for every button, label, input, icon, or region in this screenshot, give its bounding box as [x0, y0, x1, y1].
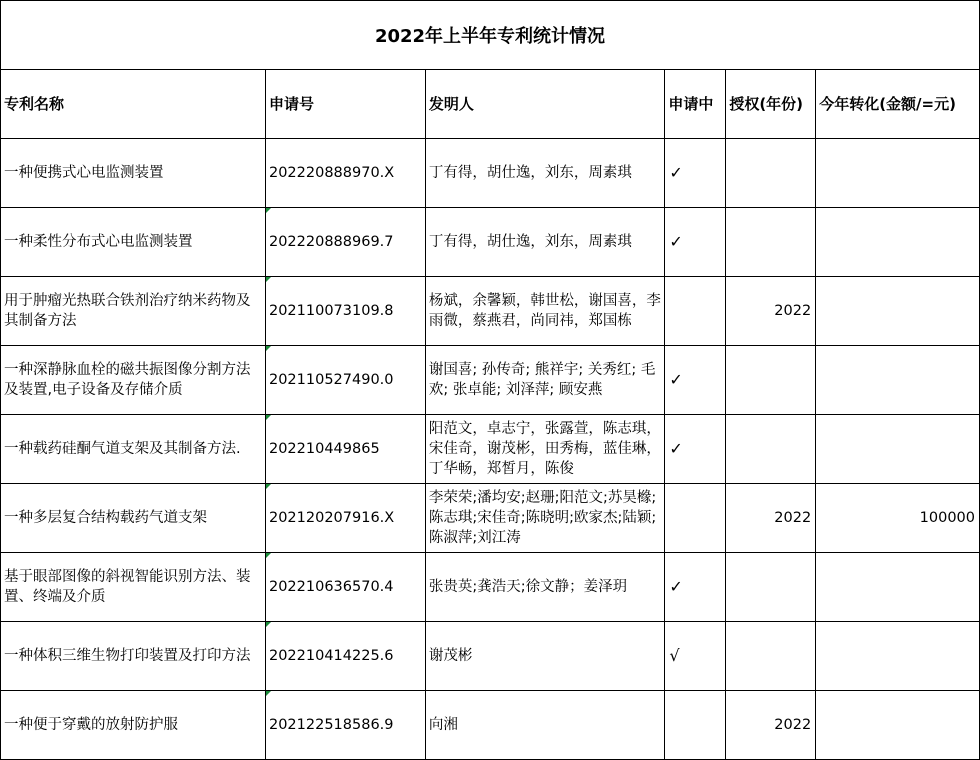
cell-application-number-text: 202110073109.8 [268, 303, 394, 319]
cell-application-number-text: 202120207916.X [268, 510, 395, 526]
table-row [1, 346, 980, 415]
cell-patent-name[interactable] [1, 484, 266, 553]
cell-inventors-text: 张贵英;龚浩天;徐文静；姜泽玥 [428, 579, 628, 595]
cell-pending-text: ✓ [669, 163, 683, 182]
cell-conversion-amount[interactable] [816, 346, 980, 415]
cell-application-number[interactable] [265, 415, 425, 484]
header-conversion-amount[interactable]: 今年转化(金额/=元) [816, 70, 980, 139]
cell-patent-name-text: 一种便携式心电监测装置 [4, 165, 164, 181]
cell-patent-name[interactable] [1, 691, 266, 760]
cell-pending[interactable] [665, 484, 726, 553]
cell-patent-name[interactable] [1, 553, 266, 622]
cell-patent-name[interactable] [1, 208, 266, 277]
cell-conversion-amount[interactable] [816, 277, 980, 346]
cell-application-number[interactable] [265, 208, 425, 277]
cell-inventors-text: 谢国喜; 孙传奇; 熊祥宇; 关秀红; 毛欢; 张卓能; 刘泽萍; 顾安燕 [428, 362, 656, 398]
cell-patent-name-text: 一种深静脉血栓的磁共振图像分割方法及装置,电子设备及存储介质 [4, 362, 251, 398]
cell-granted-year[interactable] [726, 691, 816, 760]
cell-inventors[interactable] [425, 622, 665, 691]
header-patent-name[interactable]: 专利名称 [1, 70, 266, 139]
cell-patent-name-text: 一种便于穿戴的放射防护服 [4, 717, 178, 733]
header-application-number[interactable]: 申请号 [265, 70, 425, 139]
cell-patent-name-text: 用于肿瘤光热联合铁剂治疗纳米药物及其制备方法 [4, 293, 251, 329]
cell-pending[interactable] [665, 208, 726, 277]
cell-patent-name[interactable] [1, 139, 266, 208]
cell-inventors[interactable] [425, 415, 665, 484]
cell-patent-name[interactable] [1, 277, 266, 346]
cell-inventors[interactable] [425, 277, 665, 346]
cell-inventors-text: 丁有得，胡仕逸，刘东，周素琪 [428, 165, 632, 181]
cell-inventors-text: 阳范文，卓志宁，张露萱，陈志琪，宋佳奇，谢茂彬，田秀梅，蓝佳琳，丁华畅，郑皙月，陈俊 [428, 421, 661, 477]
header-inventors[interactable]: 发明人 [425, 70, 665, 139]
cell-patent-name-text: 基于眼部图像的斜视智能识别方法、装置、终端及介质 [4, 569, 251, 605]
table-row [1, 484, 980, 553]
text-number-marker-icon [266, 622, 271, 627]
cell-inventors-text: 杨斌，余馨颖，韩世松，谢国喜，李雨微，蔡燕君，尚同祎，郑国栋 [428, 293, 661, 329]
cell-pending[interactable] [665, 691, 726, 760]
cell-pending[interactable] [665, 277, 726, 346]
cell-pending-text: ✓ [669, 370, 683, 389]
cell-granted-year[interactable] [726, 484, 816, 553]
cell-inventors[interactable] [425, 346, 665, 415]
cell-conversion-amount[interactable] [816, 139, 980, 208]
cell-granted-year[interactable] [726, 139, 816, 208]
cell-application-number-text: 202122518586.9 [268, 717, 394, 733]
cell-patent-name-text: 一种载药硅酮气道支架及其制备方法. [4, 441, 241, 457]
table-row [1, 139, 980, 208]
cell-patent-name[interactable] [1, 622, 266, 691]
cell-application-number-text: 202210414225.6 [268, 648, 394, 664]
cell-inventors-text: 李荣荣;潘均安;赵珊;阳范文;苏昊橼;陈志琪;宋佳奇;陈晓明;欧家杰;陆颖;陈淑萍;刘江涛 [428, 490, 657, 546]
cell-inventors-text: 谢茂彬 [428, 648, 473, 664]
text-number-marker-icon [266, 553, 271, 558]
cell-pending[interactable] [665, 346, 726, 415]
cell-patent-name-text: 一种体积三维生物打印装置及打印方法 [4, 648, 251, 664]
cell-application-number[interactable] [265, 553, 425, 622]
cell-conversion-amount[interactable] [816, 553, 980, 622]
cell-application-number[interactable] [265, 277, 425, 346]
cell-application-number-text: 202210636570.4 [268, 579, 394, 595]
sheet-title[interactable]: 2022年上半年专利统计情况 [0, 0, 980, 69]
cell-pending[interactable] [665, 139, 726, 208]
cell-conversion-amount[interactable] [816, 484, 980, 553]
cell-granted-year[interactable] [726, 622, 816, 691]
cell-granted-year[interactable] [726, 346, 816, 415]
cell-pending-text: ✓ [669, 439, 683, 458]
cell-application-number[interactable] [265, 622, 425, 691]
cell-pending[interactable] [665, 622, 726, 691]
text-number-marker-icon [266, 208, 271, 213]
cell-inventors[interactable] [425, 208, 665, 277]
cell-conversion-amount[interactable] [816, 208, 980, 277]
cell-conversion-amount[interactable] [816, 622, 980, 691]
cell-inventors-text: 向湘 [428, 717, 458, 733]
cell-granted-year[interactable] [726, 415, 816, 484]
cell-inventors[interactable] [425, 139, 665, 208]
table-row [1, 415, 980, 484]
cell-granted-year-text: 2022 [774, 303, 812, 319]
cell-patent-name[interactable] [1, 346, 266, 415]
cell-pending-text: ✓ [669, 577, 683, 596]
text-number-marker-icon [266, 346, 271, 351]
cell-inventors[interactable] [425, 484, 665, 553]
cell-pending-text: √ [669, 646, 680, 665]
cell-conversion-amount[interactable] [816, 415, 980, 484]
cell-application-number-text: 202210449865 [268, 441, 380, 457]
cell-granted-year[interactable] [726, 553, 816, 622]
text-number-marker-icon [266, 415, 271, 420]
cell-inventors[interactable] [425, 691, 665, 760]
text-number-marker-icon [266, 691, 271, 696]
cell-granted-year[interactable] [726, 208, 816, 277]
cell-application-number-text: 202220888970.X [268, 165, 395, 181]
cell-conversion-amount[interactable] [816, 691, 980, 760]
cell-pending[interactable] [665, 415, 726, 484]
cell-inventors[interactable] [425, 553, 665, 622]
cell-application-number-text: 202110527490.0 [268, 372, 394, 388]
cell-pending[interactable] [665, 553, 726, 622]
header-row [1, 70, 980, 139]
header-pending[interactable]: 申请中 [665, 70, 726, 139]
text-number-marker-icon [266, 277, 271, 282]
patent-table [0, 69, 980, 760]
cell-application-number[interactable] [265, 691, 425, 760]
header-granted-year[interactable]: 授权(年份) [726, 70, 816, 139]
table-row [1, 277, 980, 346]
table-row [1, 553, 980, 622]
cell-conversion-amount-text: 100000 [919, 510, 975, 526]
cell-patent-name[interactable] [1, 415, 266, 484]
cell-pending-text: ✓ [669, 232, 683, 251]
cell-patent-name-text: 一种多层复合结构载药气道支架 [4, 510, 207, 526]
table-row [1, 208, 980, 277]
cell-patent-name-text: 一种柔性分布式心电监测装置 [4, 234, 193, 250]
cell-granted-year[interactable] [726, 277, 816, 346]
cell-application-number[interactable] [265, 346, 425, 415]
table-row [1, 691, 980, 760]
table-row [1, 622, 980, 691]
text-number-marker-icon [266, 484, 271, 489]
cell-granted-year-text: 2022 [774, 717, 812, 733]
cell-granted-year-text: 2022 [774, 510, 812, 526]
cell-application-number[interactable] [265, 484, 425, 553]
cell-inventors-text: 丁有得，胡仕逸，刘东，周素琪 [428, 234, 632, 250]
cell-application-number[interactable] [265, 139, 425, 208]
cell-application-number-text: 202220888969.7 [268, 234, 394, 250]
